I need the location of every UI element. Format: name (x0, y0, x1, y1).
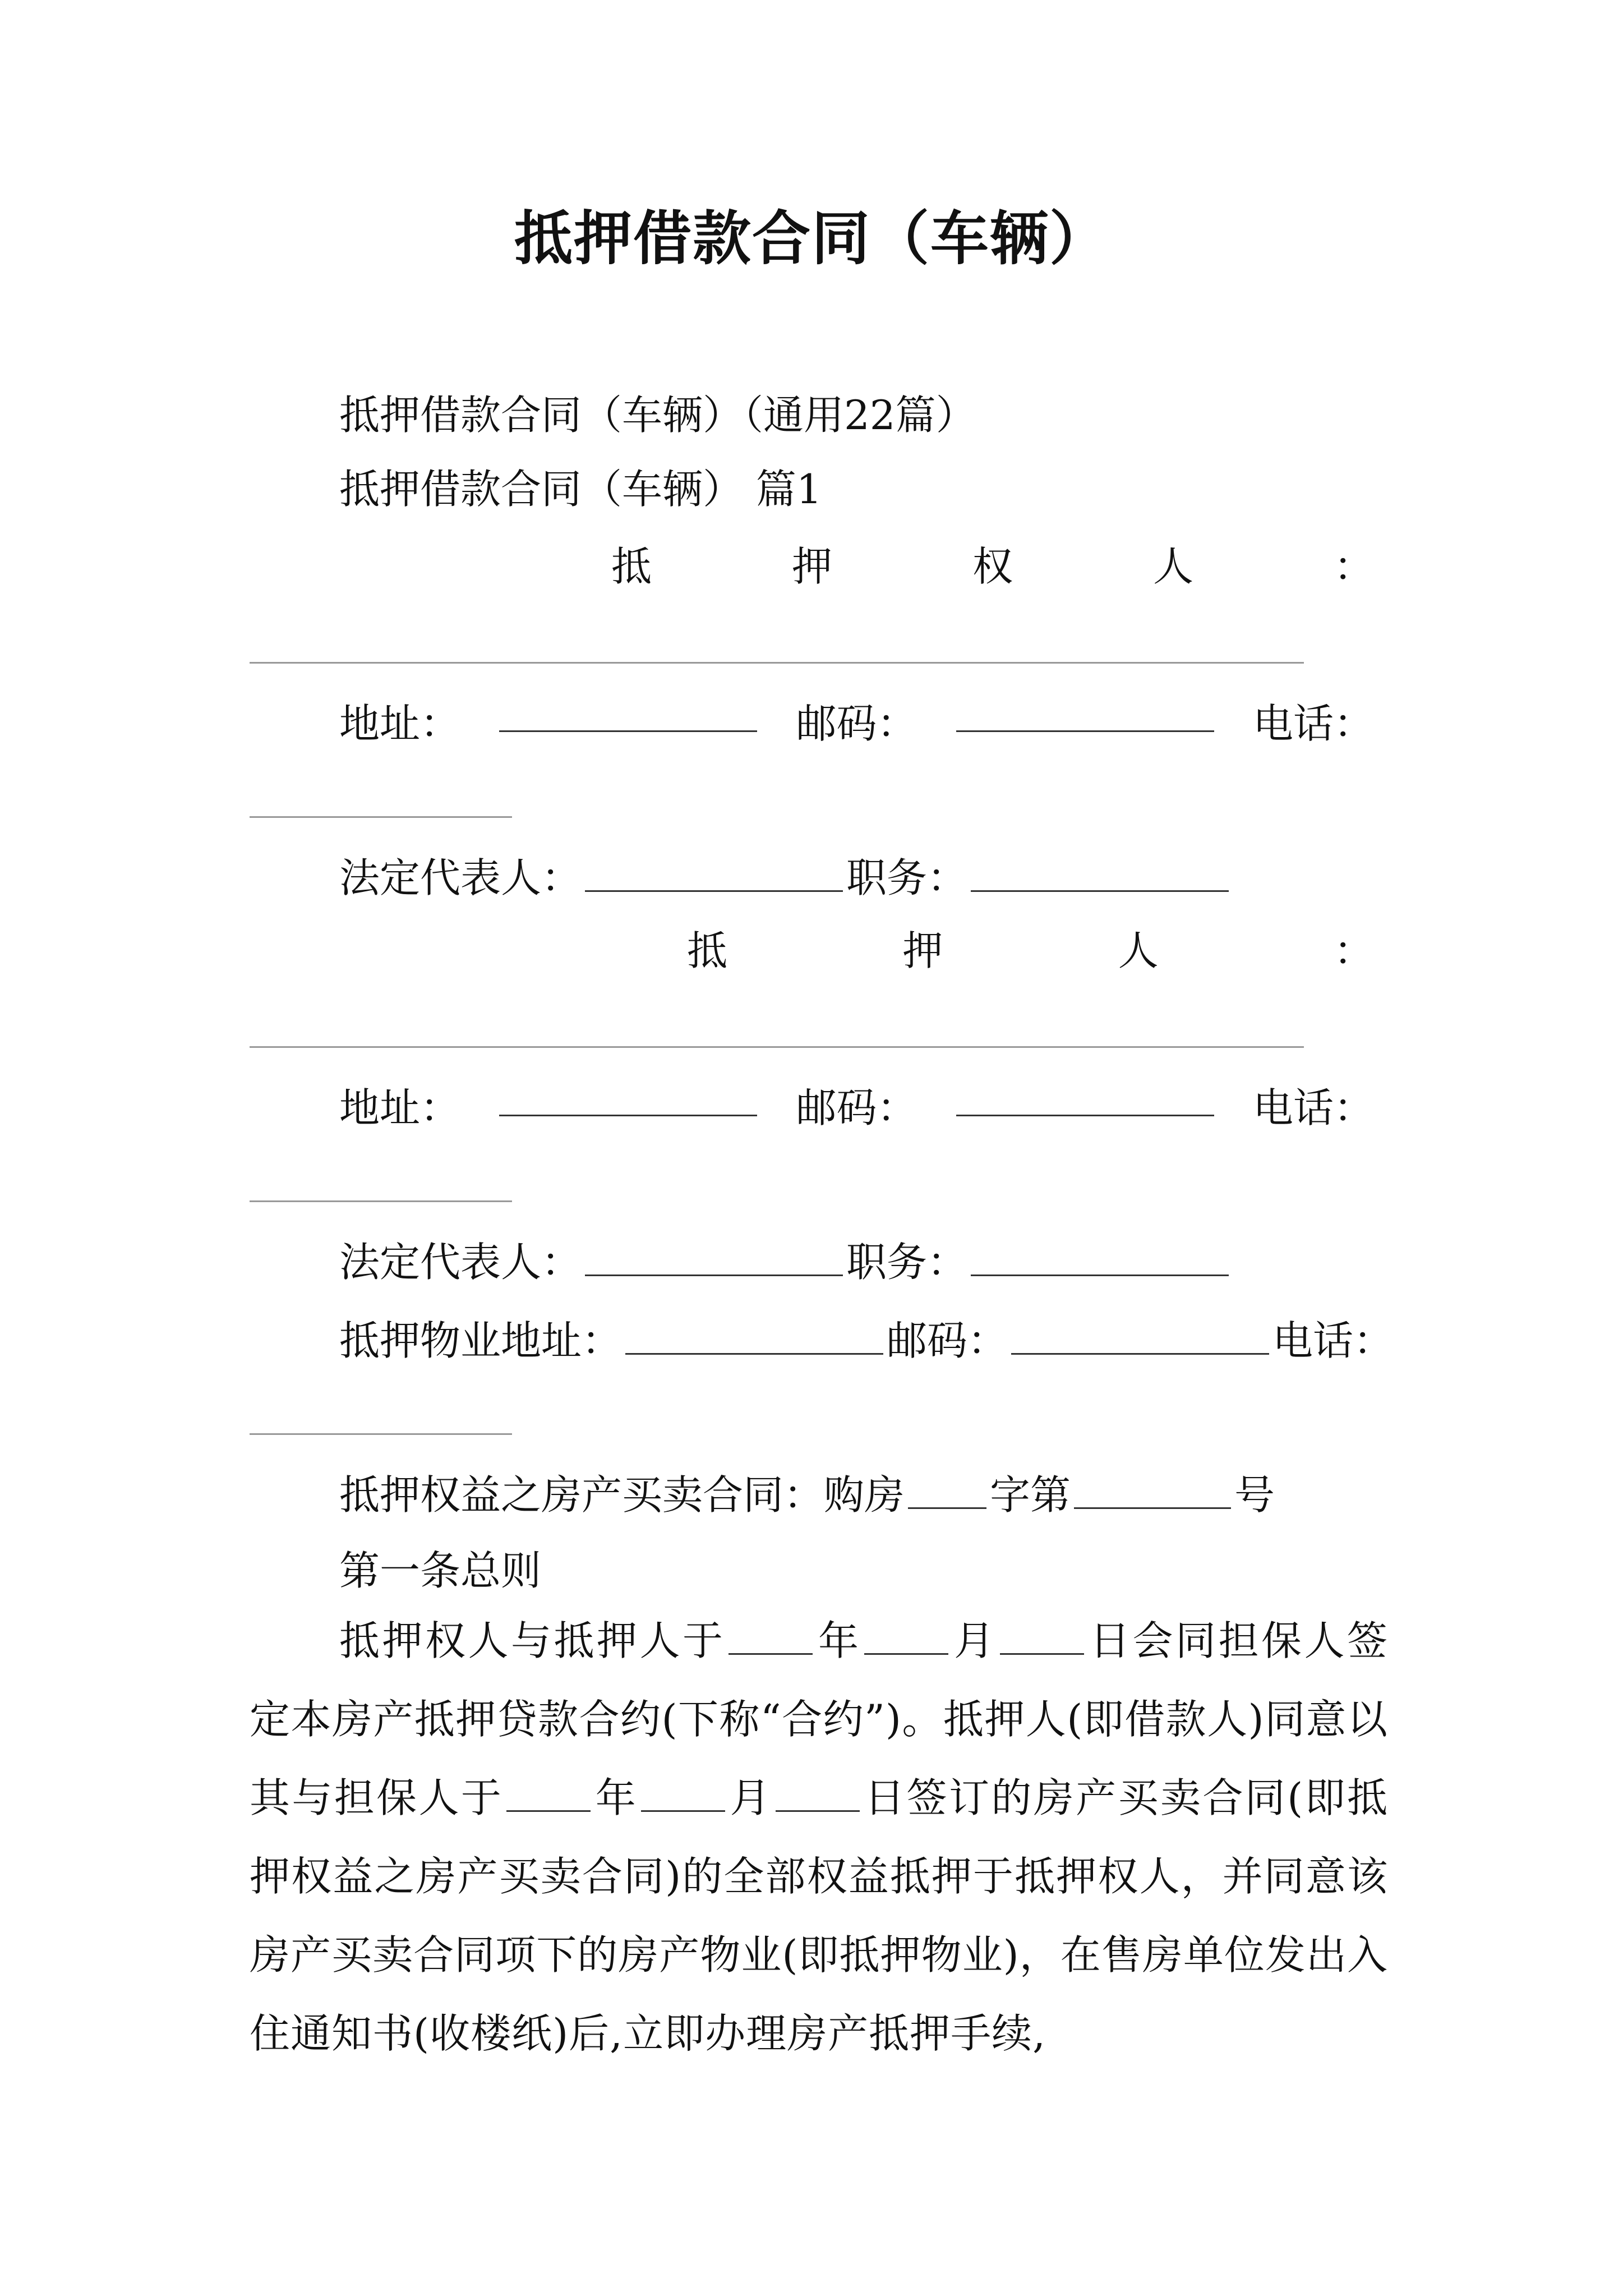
date-blank (728, 1618, 813, 1655)
body-text: 月 (952, 1617, 997, 1664)
part-heading: 抵押借款合同（车辆） 篇1 (339, 466, 822, 513)
mortgagor-colon: ： (1333, 927, 1374, 974)
postcode-blank (956, 696, 1214, 732)
phone-label: 电话： (1252, 1084, 1374, 1131)
date-blank (864, 1618, 948, 1655)
date-blank (506, 1775, 591, 1812)
legal-rep-label: 法定代表人： (339, 854, 582, 901)
mortgagee-label (611, 539, 1374, 595)
postcode-label: 邮码： (887, 1317, 1008, 1364)
body-text: 抵押权人与抵押人于 (339, 1617, 726, 1664)
mortgagor-label (687, 923, 1374, 979)
address-blank (499, 696, 757, 732)
mortgagee-name-blank (250, 662, 1304, 664)
contract-word-blank (908, 1473, 986, 1509)
phone-label: 电话： (1272, 1317, 1394, 1364)
mortgagor-char: 人 (1118, 927, 1159, 974)
mortgagor-legal-rep-line (339, 1234, 1232, 1290)
position-blank (971, 1240, 1229, 1276)
mortgagee-char: 人 (1152, 543, 1193, 590)
mortgagee-char: 权 (972, 543, 1013, 590)
body-text: 年 (594, 1774, 638, 1821)
phone-blank (250, 1433, 512, 1435)
mortgagee-char: 抵 (611, 543, 652, 590)
contract-prefix: 抵押权益之房产买卖合同：购房 (339, 1471, 905, 1519)
mortgagor-char: 抵 (687, 927, 728, 974)
body-paragraph (250, 1602, 1388, 2073)
address-label: 地址： (339, 1084, 461, 1131)
mortgagee-colon: ： (1333, 543, 1374, 590)
date-blank (1000, 1618, 1084, 1655)
mortgagee-legal-rep-line (339, 850, 1232, 906)
phone-label: 电话： (1252, 700, 1374, 747)
legal-rep-blank (585, 855, 843, 892)
article-1-heading: 第一条总则 (339, 1547, 542, 1594)
postcode-label: 邮码： (796, 700, 917, 747)
mortgagee-contact-line (339, 696, 1374, 752)
postcode-blank (956, 1080, 1214, 1116)
position-label: 职务： (846, 854, 968, 901)
document-subtitle: 抵押借款合同（车辆）（通用22篇） (339, 392, 976, 439)
legal-rep-label: 法定代表人： (339, 1239, 582, 1286)
body-text: 年 (816, 1617, 861, 1664)
position-blank (971, 855, 1229, 892)
mortgagor-char: 押 (902, 927, 943, 974)
postcode-blank (1011, 1318, 1269, 1355)
date-blank (641, 1775, 725, 1812)
address-label: 地址： (339, 700, 461, 747)
mortgagee-char: 押 (791, 543, 832, 590)
legal-rep-blank (585, 1240, 843, 1276)
postcode-label: 邮码： (796, 1084, 917, 1131)
phone-blank (250, 816, 512, 818)
contract-mid: 字第 (990, 1471, 1071, 1519)
position-label: 职务： (846, 1239, 968, 1286)
document-title: 抵押借款合同（车辆） (514, 204, 1109, 273)
mortgagor-contact-line (339, 1080, 1374, 1136)
property-address-line (339, 1313, 1394, 1369)
property-address-label: 抵押物业地址： (339, 1317, 623, 1364)
property-address-blank (625, 1318, 883, 1355)
body-text: 月 (728, 1774, 772, 1821)
body-text: 日会同担保人签定本房产抵押贷款合约(下称“合约”)。抵押人(即借款人)同意以其与担保人于 (250, 1617, 1388, 1821)
date-blank (776, 1775, 860, 1812)
mortgagor-name-blank (250, 1046, 1304, 1048)
contract-number-line (339, 1467, 1275, 1523)
address-blank (499, 1080, 757, 1116)
body-text: 日签订的房产买卖合同(即抵押权益之房产买卖合同)的全部权益抵押于抵押权人，并同意该房产买卖合同项下的房产物业(即抵押物业)，在售房单位发出入住通知书(收楼纸)后,立即办理房产抵押手续, (250, 1774, 1388, 2057)
phone-blank (250, 1200, 512, 1202)
contract-number-blank (1074, 1473, 1231, 1509)
contract-suffix: 号 (1234, 1471, 1275, 1519)
